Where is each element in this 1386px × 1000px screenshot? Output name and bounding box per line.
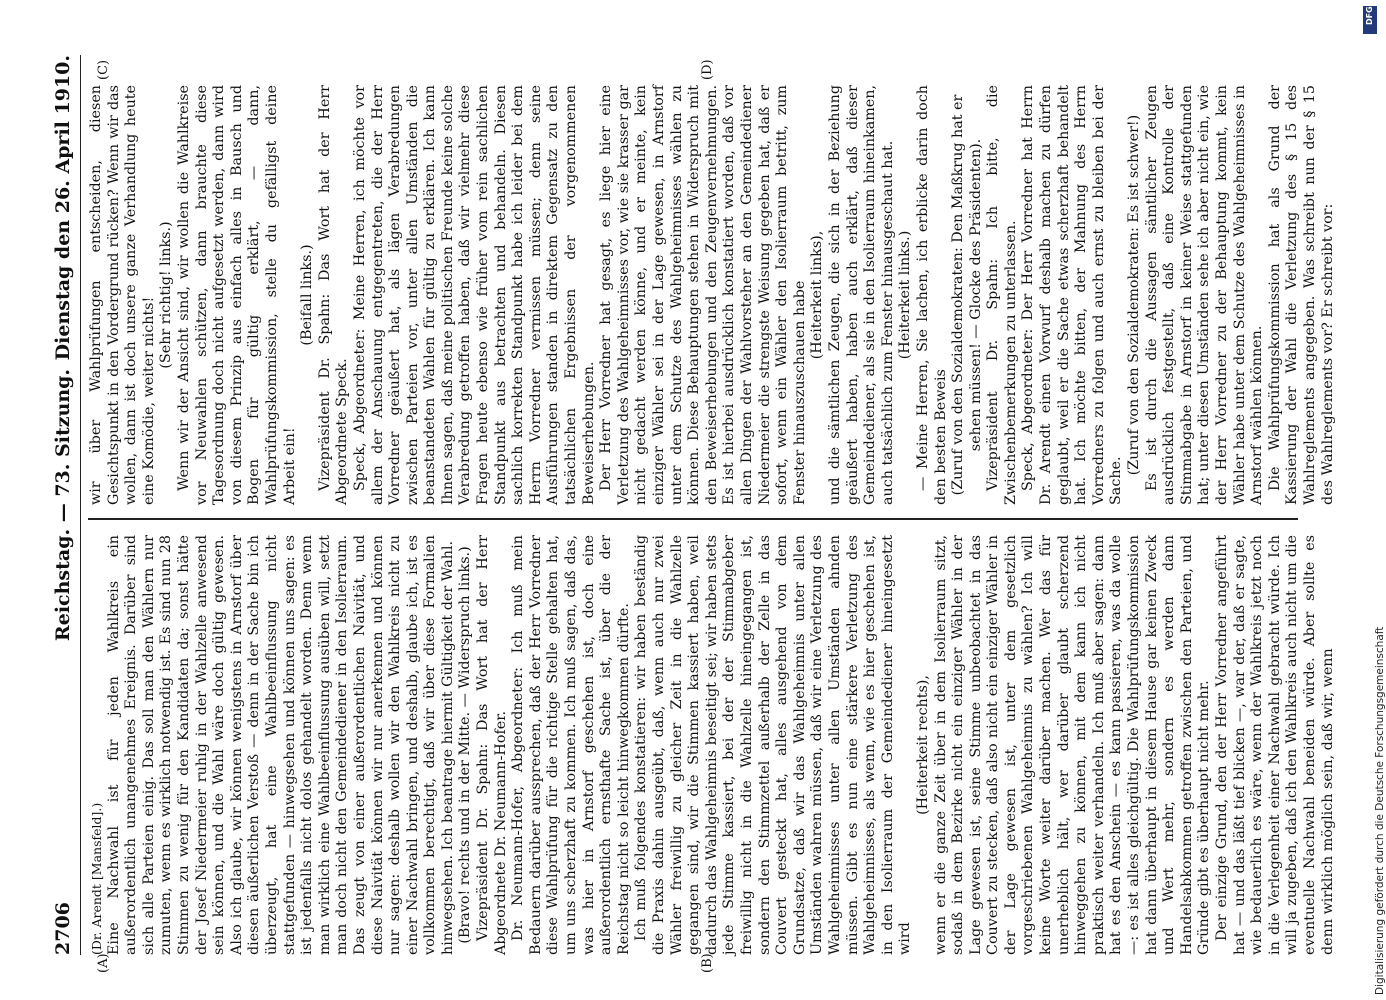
column-divider xyxy=(88,519,1298,521)
margin-mark-b: (B) xyxy=(700,953,715,973)
paragraph: Die Wahlprüfungskommission hat als Grund der Kassierung der Wahl die Verletzung des § 15 des Wahlreglements angegeben. Was schreibt nun der § 15 des Wahlreglements vor? Er schreibt vor: xyxy=(1266,85,1336,505)
paragraph: Dr. Neumann-Hofer, Abgeordneter: Ich muß mein Bedauern darüber aussprechen, daß der Herr Vorredner diese Wahlprüfung für die richtige Stelle gehalten hat, um uns scherzhaft zu kommen. Ich muß sagen, daß das, was hier in Arnstorf geschehen ist, doch eine außerordentlich ernsthafte Sache ist, über die der Reichstag nicht so leicht hinwegkommen dürfte. xyxy=(510,535,632,955)
paragraph: Wenn wir der Ansicht sind, wir wollen die Wahlkreise vor Neuwahlen schützen, dann brauchte diese Tagesordnung doch nicht aufgesetzt werden, dann wird von diesem Prinzip aus einfach alles in Bausch und Bogen für gültig erklärt, — dann, Wahlprüfungskommission, stelle du gefälligst deine Arbeit ein! xyxy=(175,85,298,505)
paragraph: Eine Nachwahl ist für jeden Wahlkreis ein außerordentlich unangenehmes Ereignis. Darüber sind sich alle Parteien einig. Das soll man den Wählern nur zumuten, wenn es wirklich notwendig ist. Es sind nun 28 Stimmen zu wenig für den Kandidaten da; sonst hätte der Josef Niedermeier ruhig in der Wahlzelle anwesend sein können, und die Wahl wäre doch gültig gewesen. Also ich glaube, wir können wenigstens in Arnstorf über diesen äußerlichen Verstoß — denn in der Sache bin ich überzeugt, hat eine Wahlbeeinflussung nicht stattgefunden — hinwegsehen und können uns sagen: es ist jedenfalls nicht dolos gehandelt worden. Denn wenn man wirklich eine Wahlbeeinflussung ausüben will, setzt man doch nicht den Gemeindediener in den Isolierraum. Das zeugt von einer außerordentlichen Naivität, und diese Naivität können wir nur anerkennen und können nur sagen: deshalb wollen wir den Wahlkreis nicht zu einer Nachwahl bringen, und deshalb, glaube ich, ist es vollkommen berechtigt, daß wir über diese Formalien hinwegsehen. Ich beantrage hiermit Gültigkeit der Wahl. xyxy=(105,535,456,955)
applause-note: (Sehr richtig! links.) xyxy=(158,221,175,369)
paragraph: und die sämtlichen Zeugen, die sich in der Beziehung geäußert haben, haben auch erklärt, daß dieser Gemeindediener, als sie in den Isolierraum hineinkamen, auch tatsächlich zum Fenster hinausgeschaut hat. xyxy=(826,85,896,505)
vice-president-remark: Vizepräsident Dr. Spahn: Ich bitte, die Zwischenbemerkungen zu unterlassen. xyxy=(985,85,1019,505)
left-column xyxy=(88,535,1337,955)
digitization-note-text: Digitalisierung gefördert durch die Deutsche Forschungsgemeinschaft xyxy=(1374,626,1386,995)
digitization-note xyxy=(1358,20,1386,1000)
document-page xyxy=(40,35,1340,975)
paragraph: Es ist durch die Aussagen sämtlicher Zeugen ausdrücklich festgestellt, daß eine Kontrolle der Stimmabgabe in Arnstorf in keiner Weise stattgefunden hat; unter diesen Umständen sehe ich aber nicht ein, wie der Herr Vorredner zu der Behauptung kommt, kein Wähler habe unter dem Schutze des Wahlgeheimnisses in Arnstorf wählen können. xyxy=(1143,85,1266,505)
running-head: (Dr. Arendt [Mansfeld].) xyxy=(89,802,104,955)
paragraph: wir über Wahlprüfungen entscheiden, diesen Gesichtspunkt in den Vordergrund rücken? Wenn wir das wollen, dann ist doch unsere ganze Verhandlung heute eine Komödie, weiter nichts! xyxy=(88,85,157,505)
applause-note: (Beifall links.) xyxy=(299,244,316,346)
session-date: Dienstag den 26. April 1910. xyxy=(52,55,74,361)
margin-mark-c: (C) xyxy=(96,59,111,80)
applause-note: (Bravo! rechts und in der Mitte. — Widerspruch links.) xyxy=(457,546,474,944)
interjection-note: (Zuruf von den Sozialdemokraten: Den Maßkrug hat er sehen müssen! — Glocke des Präsidenten). xyxy=(950,94,984,496)
laughter-note: (Heiterkeit links.) xyxy=(897,230,914,360)
paragraph: Der Herr Vorredner hat gesagt, es liege hier eine Verletzung des Wahlgeheimnisses vor, wie sie krasser gar nicht gedacht werden könne, und er meinte, kein einziger Wähler sei in der Lage gewesen, in Arnstorf unter dem Schutze des Wahlgeheimnisses wählen zu können. Diese Behauptungen stehen in Widerspruch mit den Beweiserhebungen und den Zeugenvernehmungen. Es ist hierbei ausdrücklich konstatiert worden, daß vor allen Dingen der Wahlvorsteher an den Gemeindediener Niedermeier die strengste Weisung gegeben hat, daß er sofort, wenn ein Wähler den Isolierraum betritt, zum Fenster hinauszuschauen habe xyxy=(598,85,808,505)
paragraph: Speck, Abgeordneter: Der Herr Vorredner hat Herrn Dr. Arendt einen Vorwurf deshalb machen zu dürfen geglaubt, weil er die Sache etwas scherzhaft behandelt hat. Ich möchte bitten, der Mahnung des Herrn Vorredners zu folgen und auch ernst zu bleiben bei der Sache. xyxy=(1020,85,1125,505)
margin-mark-d: (D) xyxy=(700,59,715,80)
vice-president-remark: Vizepräsident Dr. Spahn: Das Wort hat der Herr Abgeordnete Speck. xyxy=(316,85,351,505)
page-number: 2706 xyxy=(52,902,74,955)
right-column xyxy=(88,85,1337,505)
page-header xyxy=(46,55,81,955)
session-title: Reichstag. — 73. Sitzung. xyxy=(52,368,74,642)
interjection-note: (Zuruf von den Sozialdemokraten: Es ist schwer!) xyxy=(1126,114,1143,476)
margin-mark-a: (A) xyxy=(96,953,111,973)
paragraph: — Meine Herren, Sie lachen, ich erblicke darin doch den besten Beweis xyxy=(914,85,949,505)
vice-president-remark: Vizepräsident Dr. Spahn: Das Wort hat der Herr Abgeordnete Dr. Neumann-Hofer. xyxy=(475,535,509,955)
paragraph: Ich muß folgendes konstatieren: wir haben beständig die Praxis dahin ausgeübt, daß, wenn auch nur zwei Wähler freiwillig zu gleicher Zeit in die Wahlzelle gegangen sind, wir die Stimmen kassiert haben, weil dadurch das Wahlgeheimnis beseitigt sei; wir haben stets jede Stimme kassiert, bei der der Stimmabgeber freiwillig nicht in die Wahlzelle hineingegangen ist, sondern den Stimmzettel außerhalb der Zelle in das Couvert gesteckt hat, alles ausgehend von dem Grundsatze, daß wir das Wahlgeheimnis unter allen Umständen wahren müssen, daß wir eine Verletzung des Wahlgeheimnisses unter allen Umständen ahnden müssen. Gibt es nun eine stärkere Verletzung des Wahlgeheimnisses, als wenn, wie es hier geschehen ist, in den Isolierraum der Gemeindediener hineingesetzt wird xyxy=(633,535,914,955)
paragraph: wenn er die ganze Zeit über in dem Isolierraum sitzt, sodaß in dem Bezirke nicht ein einziger Wähler in der Lage gewesen ist, seine Stimme unbeobachtet in das Couvert zu stecken, daß also nicht ein einziger Wähler in der Lage gewesen ist, unter dem gesetzlich vorgeschriebenen Wahlgeheimnis zu wählen? Ich will keine Worte weiter darüber machen. Wer das für unerheblich hält, wer darüber glaubt scherzend hinweggehen zu können, mit dem kann ich nicht praktisch weiter verhandeln. Ich muß aber sagen: dann hat es den Anschein — es kann passieren, was da wolle —: es ist alles gleichgültig. Die Wahlprüfungskommission hat dann überhaupt in diesem Hause gar keinen Zweck und Wert mehr, sondern es werden dann Handelsabkommen getroffen zwischen den Parteien, und Gründe gibt es überhaupt nicht mehr. xyxy=(932,535,1213,955)
paragraph: Der einzige Grund, den der Herr Vorredner angeführt hat — und das läßt tief blicken —, war der, daß er sagte, wie bedauerlich es wäre, wenn der Wahlkreis jetzt noch in die Verlegenheit einer Nachwahl gebracht würde. Ich will ja zugeben, daß ich den Wahlkreis auch nicht um die eventuelle Nachwahl beneiden würde. Aber sollte es denn wirklich möglich sein, daß wir, wenn xyxy=(1214,535,1336,955)
dfg-logo-text: DFG xyxy=(1365,6,1374,25)
laughter-note: (Heiterkeit links), xyxy=(809,230,826,360)
laughter-note: (Heiterkeit rechts), xyxy=(914,675,931,815)
paragraph: Speck, Abgeordneter: Meine Herren, ich möchte vor allem der Anschauung entgegentreten, die der Herr Vorredner geäußert hat, als lägen Verabredungen zwischen Parteien vor, unter allen Umständen die beanstandeten Wahlen für gültig zu erklären. Ich kann Ihnen sagen, daß meine politischen Freunde keine solche Verabredung getroffen haben, daß wir vielmehr diese Fragen heute ebenso wie früher vom rein sachlichen Standpunkt aus betrachten und behandeln. Diesen sachlich korrekten Standpunkt habe ich leider bei dem Herrn Vorredner vermissen müssen; denn seine Ausführungen standen in direktem Gegensatz zu den tatsächlichen Ergebnissen der vorgenommenen Beweiserhebungen. xyxy=(351,85,597,505)
